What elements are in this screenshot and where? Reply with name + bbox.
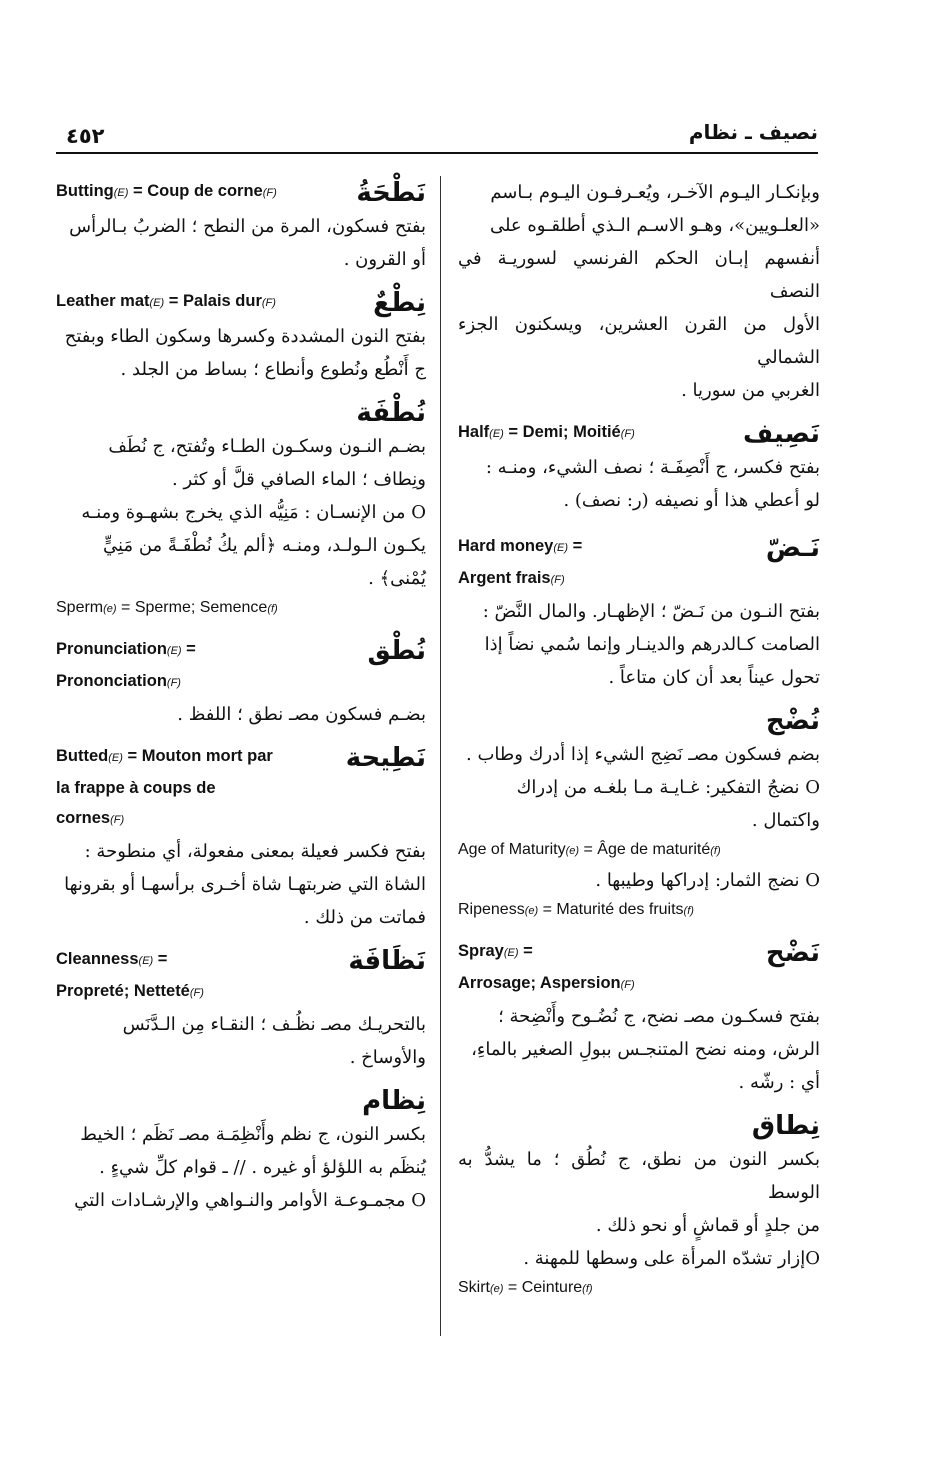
entry-nudj <box>458 704 820 924</box>
entry-continuation <box>458 176 820 407</box>
running-head: نصيف ـ نظام <box>688 120 818 144</box>
entry-nasif <box>458 417 820 517</box>
gloss: Hard money(E) = Argent frais(F) <box>458 537 583 587</box>
text-line: بضـم فسكون مصـ نطق ؛ اللفظ . <box>177 704 426 725</box>
headword: نُطْق <box>367 636 426 666</box>
text-line: ونِطاف ؛ الماء الصافي قلَّ أو كثر . <box>172 469 426 490</box>
text-line: الصامت كـالدرهم والدينـار وإنما سُمي نضاً إذا <box>484 634 820 655</box>
text-line: فماتت من ذلك . <box>303 907 426 928</box>
text-line: بفتح فكسر فعيلة بمعنى مفعولة، أي منطوحة : <box>84 841 426 862</box>
sub-gloss: Sperm(e) = Sperme; Semence(f) <box>56 599 278 616</box>
text-line: بالتحريـك مصـ نظُـف ؛ النقـاء مِن الـدَّنَس <box>122 1014 426 1035</box>
headword: نَطِيحة <box>345 743 426 773</box>
headword: نِطْعٌ <box>373 288 426 318</box>
text-line: «العلـويين»، وهـو الاسـم الـذي أطلقـوه على <box>489 215 820 236</box>
headword: نُضْج <box>765 706 820 736</box>
gloss: Leather mat(E) = Palais dur(F) <box>56 292 276 310</box>
text-line: والأوساخ . <box>349 1047 426 1068</box>
gloss: Butting(E) = Coup de corne(F) <box>56 182 277 200</box>
text-line: Oإزار تشدّه المرأة على وسطها للمهنة . <box>523 1248 820 1269</box>
headword: نِظام <box>362 1086 426 1116</box>
text-line: لو أعطي هذا أو نصيفه (ر: نصف) . <box>563 490 820 511</box>
text-line: يكـون الـولـد، ومنـه ﴿ألم يكُ نُطْفَـةً من مَنِيٍّ <box>103 535 426 556</box>
text-line: O نضج الثمار: إدراكها وطيبها . <box>595 870 820 891</box>
page-number: ٤٥٢ <box>66 124 105 148</box>
page-header <box>56 118 818 154</box>
text-line: الأول من القرن العشرين، ويسكنون الجزء الشمالي <box>458 314 820 368</box>
entry-nadh <box>458 936 820 1099</box>
sub-gloss: Age of Maturity(e) = Âge de maturité(f) <box>458 841 721 858</box>
text-line: أي : رشّه . <box>738 1072 820 1093</box>
headword: نَطْحَةُ <box>356 178 426 208</box>
text-line: يُمْنى﴾ . <box>368 568 426 589</box>
column-divider <box>440 176 441 1336</box>
entry-nadd <box>458 531 820 694</box>
entry-nitaq <box>458 1109 820 1302</box>
gloss: Pronunciation(E) = Prononciation(F) <box>56 640 196 690</box>
text-line: أنفسهم إبـان الحكم الفرنسي لسوريـة في النصف <box>458 248 820 302</box>
text-line: أو القرون . <box>343 249 426 270</box>
entry-nazafa <box>56 944 426 1074</box>
text-line: وبإنكـار اليـوم الآخـر، ويُعـرفـون اليـوم بـاسم <box>490 182 820 203</box>
text-line: الرش، ومنه نضح المتنجـس ببولِ الصغير بالماءِ، <box>471 1039 820 1060</box>
text-line: من جلدٍ أو قماشٍ أو نحو ذلك . <box>595 1215 820 1236</box>
headword: نُطْفَة <box>356 398 426 428</box>
entry-natha <box>56 176 426 276</box>
text-line: O نضجُ التفكير: غـايـة مـا بلغـه من إدراك <box>516 777 820 798</box>
text-line: بفتح النون المشددة وكسرها وسكون الطاء وبفتح <box>64 326 426 347</box>
text-line: تحول عيناً بعد أن كان متاعاً . <box>608 667 820 688</box>
text-line: الغربي من سوريا . <box>681 380 820 401</box>
headword: نَظَافَة <box>348 946 426 976</box>
headword: نَضْح <box>765 938 820 968</box>
text-line: واكتمال . <box>751 810 820 831</box>
text-line: بكسر النون، ج نظم وأَنْظِمَـة مصـ نَظَم ؛ الخيط <box>80 1124 426 1145</box>
entry-natiha <box>56 741 426 934</box>
text-line: O مجمـوعـة الأوامر والنـواهي والإرشـادات التي <box>74 1190 426 1211</box>
text-line: بفتح النـون من نَـضّ ؛ الإظهـار. والمال النَّضّ : <box>482 601 820 622</box>
text-line: بفتح فسكون، المرة من النطح ؛ الضربُ بـالرأس <box>69 216 426 237</box>
sub-gloss: Ripeness(e) = Maturité des fruits(f) <box>458 901 694 918</box>
headword: نَـضّ <box>765 533 820 563</box>
text-line: الشاة التي ضربتهـا شاة أخـرى برأسهـا أو بقرونها <box>64 874 426 895</box>
left-column <box>56 176 426 1227</box>
gloss: Cleanness(E) = Propreté; Netteté(F) <box>56 950 204 1000</box>
text-line: بكسر النون من نطق، ج نُطُق ؛ ما يشدُّ به الوسط <box>458 1149 820 1203</box>
right-column <box>458 176 820 1312</box>
text-line: بفتح فكسر، ج أَنْصِفَـة ؛ نصف الشيء، ومنـه : <box>485 457 820 478</box>
gloss: Spray(E) = Arrosage; Aspersion(F) <box>458 942 635 992</box>
entry-nizam <box>56 1084 426 1217</box>
headword: نِطاق <box>751 1111 820 1141</box>
text-line: بضـم النـون وسكـون الطـاء وتُفتح، ج نُطَف <box>108 436 426 457</box>
text-line: بفتح فسكـون مصـ نضح، ج نُضُـوح وأَنْضِحة ؛ <box>498 1006 820 1027</box>
gloss: Half(E) = Demi; Moitié(F) <box>458 423 635 441</box>
entry-nutfa <box>56 396 426 622</box>
text-line: O من الإنسـان : مَنِيُّه الذي يخرج بشهـوة ومنـه <box>81 502 426 523</box>
text-line: يُنظَم به اللؤلؤ أو غيره . // ـ قوام كلِّ شيءٍ . <box>99 1157 426 1178</box>
headword: نَصِيف <box>743 419 820 449</box>
entry-nutq <box>56 634 426 731</box>
sub-gloss: Skirt(e) = Ceinture(f) <box>458 1279 593 1296</box>
gloss: Butted(E) = Mouton mort par la frappe à coups de cornes(F) <box>56 747 273 827</box>
entry-nit <box>56 286 426 386</box>
text-line: بضم فسكون مصـ نَضِج الشيء إذا أدرك وطاب . <box>466 744 820 765</box>
text-line: ج أَنْطُع ونُطوع وأنطاع ؛ بساط من الجلد . <box>120 359 426 380</box>
